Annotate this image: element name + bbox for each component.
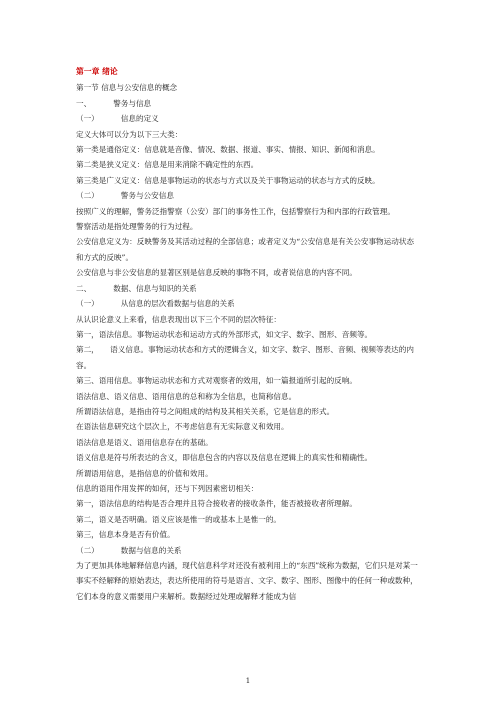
document-body	[76, 64, 420, 604]
line-text: 为了更加具体地解释信息内涵，现代信息科学对还没有被利用上的“东西”统称为数据，它们只是对某一事实不经解释的原始表达，表达所使用的符号是语言、文字、数字、图形、图像中的任何一种或数种，它们本身的意义需要用户来解析。数据经过处理或解释才能成为信	[76, 561, 418, 601]
line-text: 在语法信息研究这个层次上，不考虑信息有无实际意义和效用。	[76, 422, 289, 432]
line-text: 数据与信息的关系	[120, 545, 182, 555]
section-heading	[76, 543, 420, 558]
line-text: 第三，信息本身是否有价值。	[76, 530, 175, 540]
paragraph-line	[76, 142, 420, 157]
line-text: 所谓语用信息，是指信息的价值和效用。	[76, 468, 213, 478]
line-text: 按照广义的理解，警务泛指警察（公安）部门的事务性工作，包括警察行为和内部的行政管理。	[76, 206, 395, 216]
line-text: 警务与公安信息	[120, 191, 174, 201]
paragraph-line	[76, 404, 420, 419]
page-number: 1	[245, 677, 251, 685]
line-text: 信息的定义	[120, 114, 159, 124]
line-text: 警察活动是指处理警务的行为过程。	[76, 222, 198, 232]
line-text: 定义大体可以分为以下三大类：	[76, 129, 183, 139]
paragraph-line	[76, 466, 420, 481]
line-text: 语法信息是语义、语用信息存在的基础。	[76, 437, 213, 447]
line-text: 所谓语法信息，是指由符号之间组成的结构及其相关关系，它是信息的形式。	[76, 406, 335, 416]
paragraph-line	[76, 127, 420, 142]
line-text: 第二类是狭义定义：信息是用来消除不确定性的东西。	[76, 160, 259, 170]
line-text: 信息的语用作用发挥的如何，还与下列因素密切相关：	[76, 483, 259, 493]
paragraph-line	[76, 481, 420, 496]
paragraph-line	[76, 558, 420, 604]
line-text: 从信息的层次看数据与信息的关系	[120, 299, 235, 309]
line-text: 从认识论意义上来看，信息表现出以下三个不同的层次特征：	[76, 314, 282, 324]
line-text: 第一，语法信息的结构是否合理并且符合接收者的接收条件，能否被接收者所理解。	[76, 499, 357, 509]
paragraph-line	[76, 527, 420, 542]
paragraph-line	[76, 80, 420, 95]
line-text: 第一类是通俗定义：信息就是音像、情况、数据、报道、事实、情报、知识、新闻和消息。	[76, 145, 380, 155]
line-text: 语义信息是符号所表达的含义，即信息包含的内容以及信息在逻辑上的真实性和精确性。	[76, 453, 373, 463]
paragraph-line	[76, 204, 420, 219]
section-heading	[76, 188, 420, 203]
section-heading	[76, 96, 420, 111]
paragraph-line	[76, 435, 420, 450]
paragraph-line	[76, 327, 420, 342]
line-text: 第三、语用信息。事物运动状态和方式对观察者的效用，如一篇报道所引起的反响。	[76, 376, 357, 386]
paragraph-line	[76, 419, 420, 434]
section-heading	[76, 111, 420, 126]
section-number: 二、	[76, 283, 92, 293]
section-number: （一）	[76, 114, 99, 124]
section-number: 一、	[76, 98, 92, 108]
line-text: 公安信息与非公安信息的显著区别是信息反映的事物不同，或者说信息的内容不同。	[76, 268, 357, 278]
line-text: 第一，语法信息。事物运动状态和运动方式的外部形式，如文字、数字、图形、音频等。	[76, 329, 373, 339]
section-heading	[76, 281, 420, 296]
paragraph-line	[76, 342, 420, 373]
paragraph-line	[76, 450, 420, 465]
section-number: （二）	[76, 545, 99, 555]
paragraph-line	[76, 234, 420, 265]
paragraph-line	[76, 373, 420, 388]
section-heading	[76, 296, 420, 311]
paragraph-line	[76, 512, 420, 527]
paragraph-line	[76, 389, 420, 404]
section-number: （二）	[76, 191, 99, 201]
line-text: 公安信息定义为：反映警务及其活动过程的全部信息；或者定义为“公安信息是有关公安事物运动状态和方式的反映”。	[76, 237, 415, 262]
paragraph-line	[76, 157, 420, 172]
line-text: 数据、信息与知识的关系	[113, 283, 197, 293]
chapter-title: 第一章 绪论	[76, 67, 118, 76]
line-text: 第一节 信息与公安信息的概念	[76, 83, 178, 93]
line-text: 第二，语义是否明确。语义应该是惟一的或基本上是惟一的。	[76, 514, 282, 524]
section-number: （一）	[76, 299, 99, 309]
line-text: 语法信息、语义信息、语用信息的总和称为全信息，也简称信息。	[76, 391, 297, 401]
paragraph-line	[76, 173, 420, 188]
paragraph-line	[76, 312, 420, 327]
paragraph-line	[76, 265, 420, 280]
paragraph-line	[76, 496, 420, 511]
line-text: 第二， 语义信息。事物运动状态和方式的逻辑含义，如文字、数字、图形、音频、视频等表达的内容。	[76, 345, 414, 370]
line-text: 第三类是广义定义：信息是事物运动的状态与方式以及关于事物运动的状态与方式的反映。	[76, 175, 380, 185]
paragraph-line	[76, 219, 420, 234]
line-text: 警务与信息	[113, 98, 152, 108]
